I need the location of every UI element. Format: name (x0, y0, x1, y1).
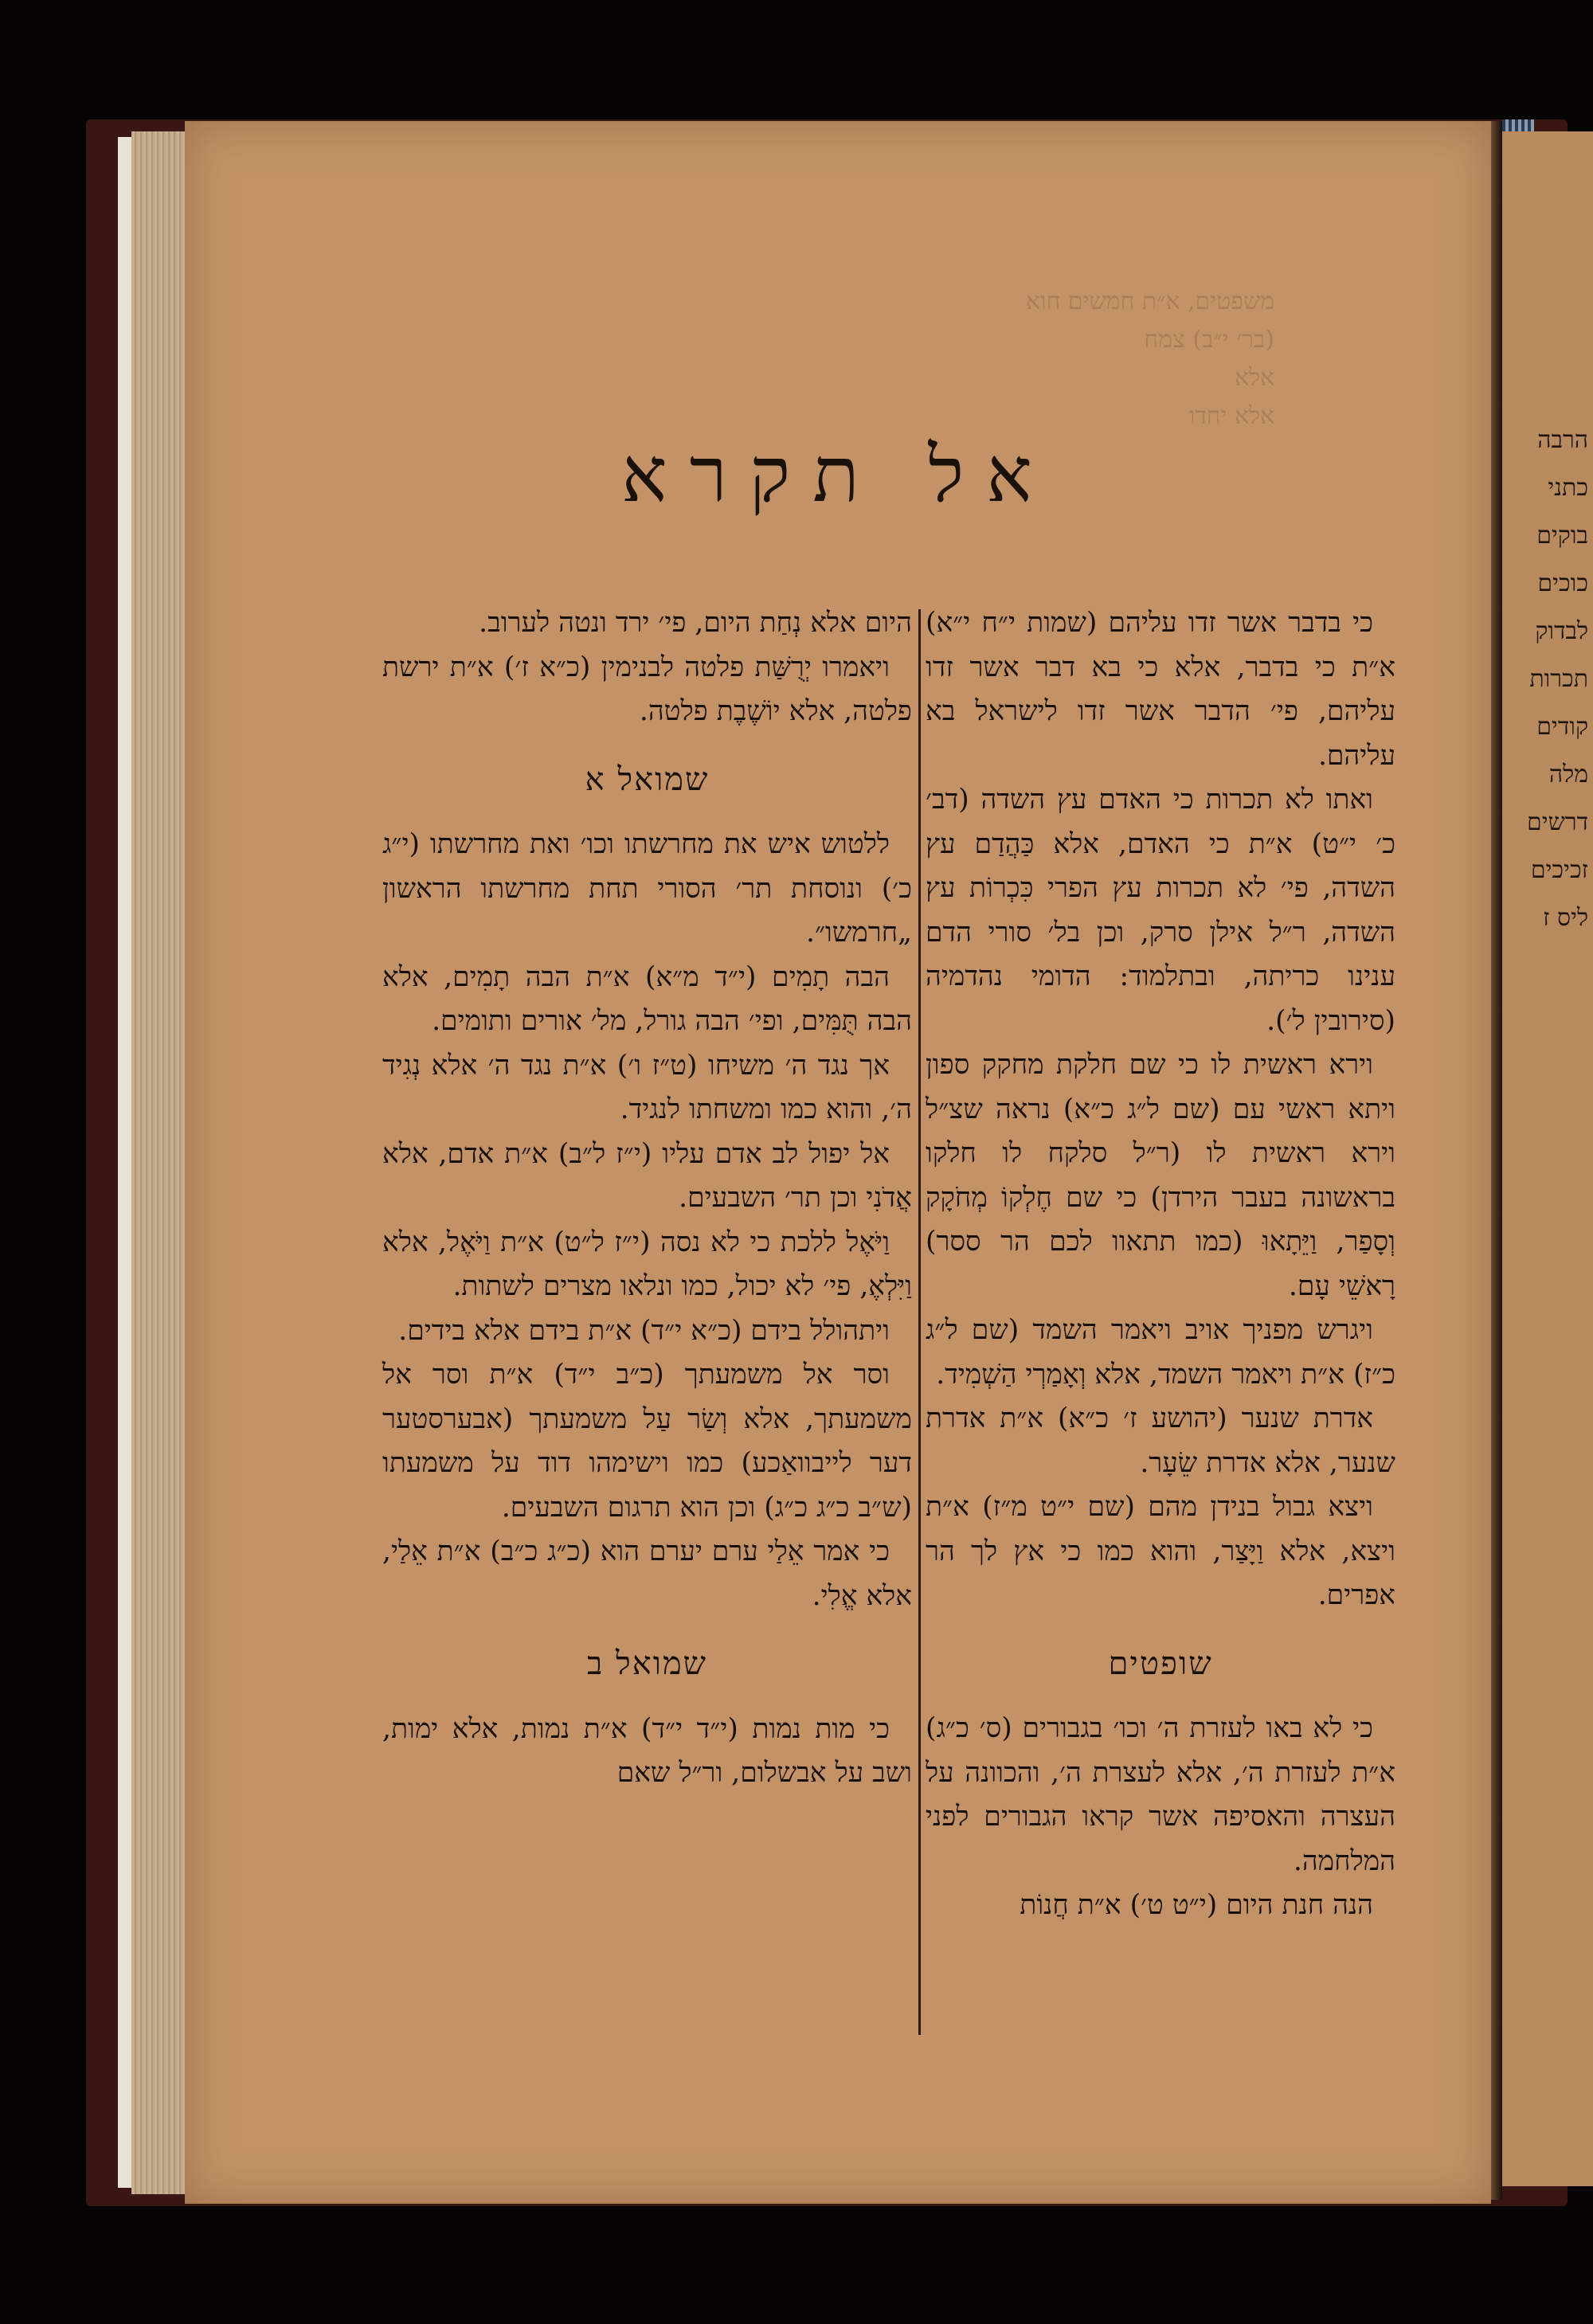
next-page-fragment: בוקים (1536, 522, 1588, 550)
page-edge (131, 131, 187, 2194)
right-column (926, 601, 1395, 1928)
next-page-fragment: ליס ז (1543, 904, 1588, 932)
entry-paragraph: ויגרש מפניך אויב ויאמר השמד (שם ל״ג כ״ז) א״ת ויאמר השמד, אלא וְאָמַרְי הַשְׁמִיד. (926, 1314, 1395, 1391)
next-page-fragment: לבדוק (1535, 617, 1588, 645)
next-page-fragment: זכיכים (1530, 856, 1588, 884)
next-page-fragment: קודים (1536, 713, 1588, 741)
entry-paragraph: הבה תָמִים (י״ד מ״א) א״ת הבה תָמִים, אלא הבה תֻּמִּים, ופי׳ הבה גורל, מל׳ אורים ותומים. (382, 961, 912, 1037)
section-heading-samuel-a: שמואל א (585, 761, 710, 798)
entry-paragraph: הנה חנת היום (י״ט ט׳) א״ת חֲנוֹת (1020, 1889, 1373, 1921)
entry-paragraph: אך נגד ה׳ משיחו (ט״ז ו׳) א״ת נגד ה׳ אלא נְגִיד ה׳, והוא כמו ומשחתו לנגיד. (382, 1049, 912, 1125)
page-title: אל תקרא (621, 430, 1055, 519)
entry-paragraph: כי מות נמות (י״ד י״ד) א״ת נמות, אלא ימות, ושב על אבשלום, ור״ל שאם (382, 1712, 912, 1789)
bleed-line: אלא יחדו (1188, 402, 1274, 430)
bleed-line: (בר׳ י״ב) צמח (1144, 326, 1274, 354)
entry-paragraph: כי לא באו לעזרת ה׳ וכו׳ בגבורים (ס׳ כ״ג) א״ת לעזרת ה׳, אלא לעצרת ה׳, והכוונה על העצרה והאסיפה אשר קראו הגבורים לפני המלחמה. (926, 1712, 1395, 1877)
entry-paragraph: ויתהולל בידם (כ״א י״ד) א״ת בידם אלא בידים. (398, 1314, 890, 1347)
left-column (382, 601, 912, 1796)
entry-paragraph: כי בדבר אשר זדו עליהם (שמות י״ח י״א) א״ת כי בדבר, אלא כי בא דבר אשר זדו עליהם, פי׳ הדבר אשר זדו לישראל בא עליהם. (926, 607, 1395, 772)
next-page-fragment: דרשים (1527, 808, 1588, 836)
next-page-fragment: כוכים (1537, 569, 1588, 597)
section-heading-samuel-b: שמואל ב (587, 1645, 707, 1682)
entry-paragraph: וסר אל משמעתך (כ״ב י״ד) א״ת וסר אל משמעתך, אלא וְשַׂר עַל משמעתך (אבערסטער דער לייבוואַכע) כמו וישימהו דוד על משמעתו (ש״ב כ״ג כ״ג) וכן הוא תרגום השבעים. (382, 1359, 912, 1524)
entry-paragraph: וירא ראשית לו כי שם חלקת מחקק ספון ויתא ראשי עם (שם ל״ג כ״א) נראה שצ״ל וירא ראשית לו (ר״ל סלקח לו חלקו בראשונה בעבר הירדן) כי שם חֶלְקוֹ מְחֹקָק וְסָפַר, וַיֵּתָאוּ (כמו תתאוו לכם הר ססר) רָאשֵׁי עָם. (926, 1049, 1395, 1302)
next-page-fragment: מלה (1548, 761, 1588, 788)
entry-paragraph: היום אלא נְחַת היום, פי׳ ירד ונטה לערוב. (479, 607, 912, 639)
bleed-line: משפטים, א״ת חמשים חוא (1025, 288, 1274, 315)
next-page-edge (1502, 131, 1593, 2186)
bleed-line: אלא (1234, 364, 1274, 392)
column-divider (918, 609, 921, 2035)
entry-paragraph: ואתו לא תכרות כי האדם עץ השדה (דב׳ כ׳ י״ט) א״ת כי האדם, אלא כַּהֲדַם עץ השדה, פי׳ לא תכרות עץ הפרי כִּכְרוֹת עץ השדה, ר״ל אילן סרק, וכן בל׳ סורי הדם ענינו כריתה, ובתלמוד: הדומי נהדמיה (סירובין ל׳). (926, 784, 1395, 1037)
next-page-fragment: תכרות (1529, 665, 1588, 693)
entry-paragraph: ויצא גבול בנידן מהם (שם י״ט מ״ז) א״ת ויצא, אלא וַיָּצַר, והוא כמו כי אץ לך הר אפרים. (926, 1491, 1395, 1611)
bleed-through-text (876, 283, 1274, 442)
entry-paragraph: וַיֹּאֶל ללכת כי לא נסה (י״ז ל״ט) א״ת וַיֹּאֶל, אלא וַיִּלְאֶ, פי׳ לא יכול, כמו ונלאו מצרים לשתות. (382, 1226, 912, 1302)
page-gutter (1491, 121, 1502, 2200)
next-page-fragment: הרבה (1537, 426, 1588, 454)
entry-paragraph: ויאמרו יְרֻשַּׁת פלטה לבנימין (כ״א ז׳) א״ת ירשת פלטה, אלא יוֹשֶׁבֶת פלטה. (382, 651, 912, 727)
next-page-fragment: כתני (1548, 474, 1588, 502)
entry-paragraph: אל יפול לב אדם עליו (י״ז ל״ב) א״ת אדם, אלא אֲדֹנִי וכן תר׳ השבעים. (382, 1137, 912, 1214)
section-heading-judges: שופטים (1108, 1645, 1213, 1682)
entry-paragraph: ללטוש איש את מחרשתו וכו׳ ואת מחרשתו (י״ג כ׳) ונוסחת תר׳ הסורי תחת מחרשתו הראשון „חרמשו״. (382, 828, 912, 949)
entry-paragraph: אדרת שנער (יהושע ז׳ כ״א) א״ת אדרת שנער, אלא אדרת שֵׂעָר. (926, 1403, 1395, 1479)
entry-paragraph: כי אמר אֵלַי ערם יערם הוא (כ״ג כ״ב) א״ת אֵלַי, אלא אֱלִי. (382, 1536, 912, 1612)
